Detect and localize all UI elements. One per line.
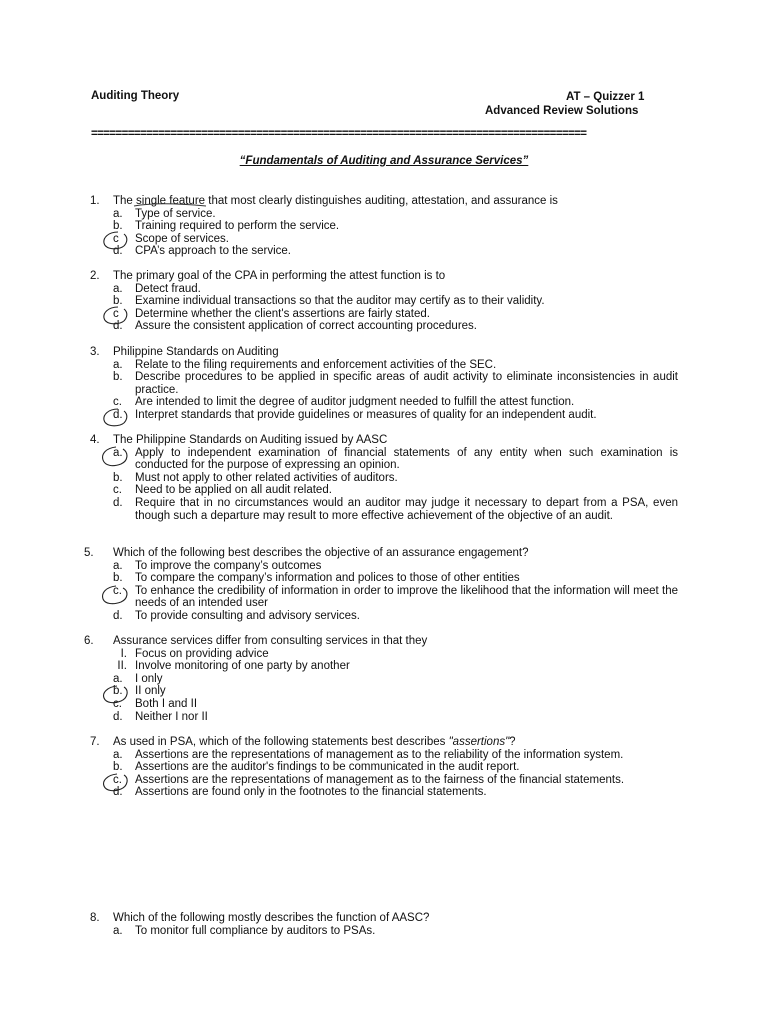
course-title: Auditing Theory: [91, 90, 180, 102]
question-number: 4.: [90, 434, 100, 446]
separator-rule: =================================================================================: [91, 128, 587, 140]
question-number: 8.: [90, 912, 100, 924]
publisher-name: Advanced Review Solutions: [485, 105, 639, 117]
option-a: a. Relate to the filing requirements and enforcement activities of the SEC.: [113, 358, 497, 371]
question-number: 1.: [90, 195, 100, 207]
document-title: “Fundamentals of Auditing and Assurance Services”: [239, 155, 529, 167]
option-d: d. To provide consulting and advisory services.: [113, 609, 361, 622]
option-b: b. To compare the company’s information and polices to those of other entities: [113, 572, 520, 585]
option-b: b. Assertions are the auditor's findings to be communicated in the audit report.: [113, 761, 520, 774]
option-b: b. Must not apply to other related activities of auditors.: [113, 471, 398, 484]
option-a: a. Assertions are the representations of management as to the reliability of the information system.: [113, 748, 624, 761]
question-text: The Philippine Standards on Auditing issued by AASC: [113, 434, 388, 446]
question-text: The primary goal of the CPA in performing the attest function is to: [113, 270, 446, 282]
option-a: a. Detect fraud.: [113, 282, 201, 295]
option-d: d. Assertions are found only in the footnotes to the financial statements.: [113, 786, 487, 799]
question-number: 2.: [90, 270, 100, 282]
assertions-term: "assertions": [448, 736, 510, 748]
question-text: Assurance services differ from consulting services in that they: [113, 635, 428, 647]
option-a: a. To improve the company’s outcomes: [113, 559, 322, 572]
question-text: The single feature that most clearly distinguishes auditing, attestation, and assurance is: [113, 195, 558, 207]
statement-i: I. Focus on providing advice: [120, 647, 269, 660]
option-d: d. Assure the consistent application of correct accounting procedures.: [113, 320, 477, 333]
question-text: Philippine Standards on Auditing: [113, 346, 279, 358]
option-d: d. Interpret standards that provide guidelines or measures of quality for an independent audit.: [113, 408, 597, 421]
option-c: c. Need to be applied on all audit related.: [113, 484, 332, 497]
question-number: 7.: [90, 736, 100, 748]
option-c: c. Both I and II: [113, 697, 198, 710]
question-number: 6.: [84, 635, 94, 647]
option-a: a. Type of service.: [113, 207, 216, 220]
question-text: As used in PSA, which of the following statements best describes "assertions"?: [113, 736, 516, 748]
question-number: 5.: [84, 547, 94, 559]
option-d: d. Neither I nor II: [113, 710, 208, 723]
option-b: b. Examine individual transactions so that the auditor may certify as to their validity.: [113, 295, 545, 308]
option-c: c. Assertions are the representations of management as to the fairness of the financial statements.: [113, 773, 625, 786]
option-c: c. Are intended to limit the degree of auditor judgment needed to fulfill the attest function.: [113, 396, 575, 409]
option-c: c Scope of services.: [113, 232, 229, 245]
statement-ii: II. Involve monitoring of one party by another: [117, 660, 350, 673]
quiz-number: AT – Quizzer 1: [566, 91, 645, 103]
option-d: d. CPA’s approach to the service.: [113, 245, 291, 258]
option-a: a. Apply to independent examination of financial statements of any entity when such examination is conducted for the purpose of expressing an opinion.: [113, 446, 678, 472]
option-c: c Determine whether the client's assertions are fairly stated.: [113, 307, 430, 320]
question-text: Which of the following best describes the objective of an assurance engagement?: [113, 547, 529, 559]
option-b: b. Describe procedures to be applied in specific areas of audit activity to eliminate inconsistencies in audit practice.: [113, 371, 678, 396]
option-a: a. To monitor full compliance by auditors to PSAs.: [113, 924, 376, 937]
question-number: 3.: [90, 346, 100, 358]
option-b: b. II only: [113, 685, 166, 698]
option-d: d. Require that in no circumstances would an auditor may judge it necessary to depart from a PSA, even though such a departure may result to more effective achievement of the objective of an audit.: [113, 496, 678, 522]
option-a: a. I only: [113, 672, 163, 685]
option-b: b. Training required to perform the service.: [113, 220, 340, 233]
quiz-header: [485, 90, 644, 118]
question-text: Which of the following mostly describes the function of AASC?: [113, 912, 430, 924]
option-c: c. To enhance the credibility of information in order to improve the likelihood that the information will meet the needs of an intended user: [113, 584, 678, 610]
